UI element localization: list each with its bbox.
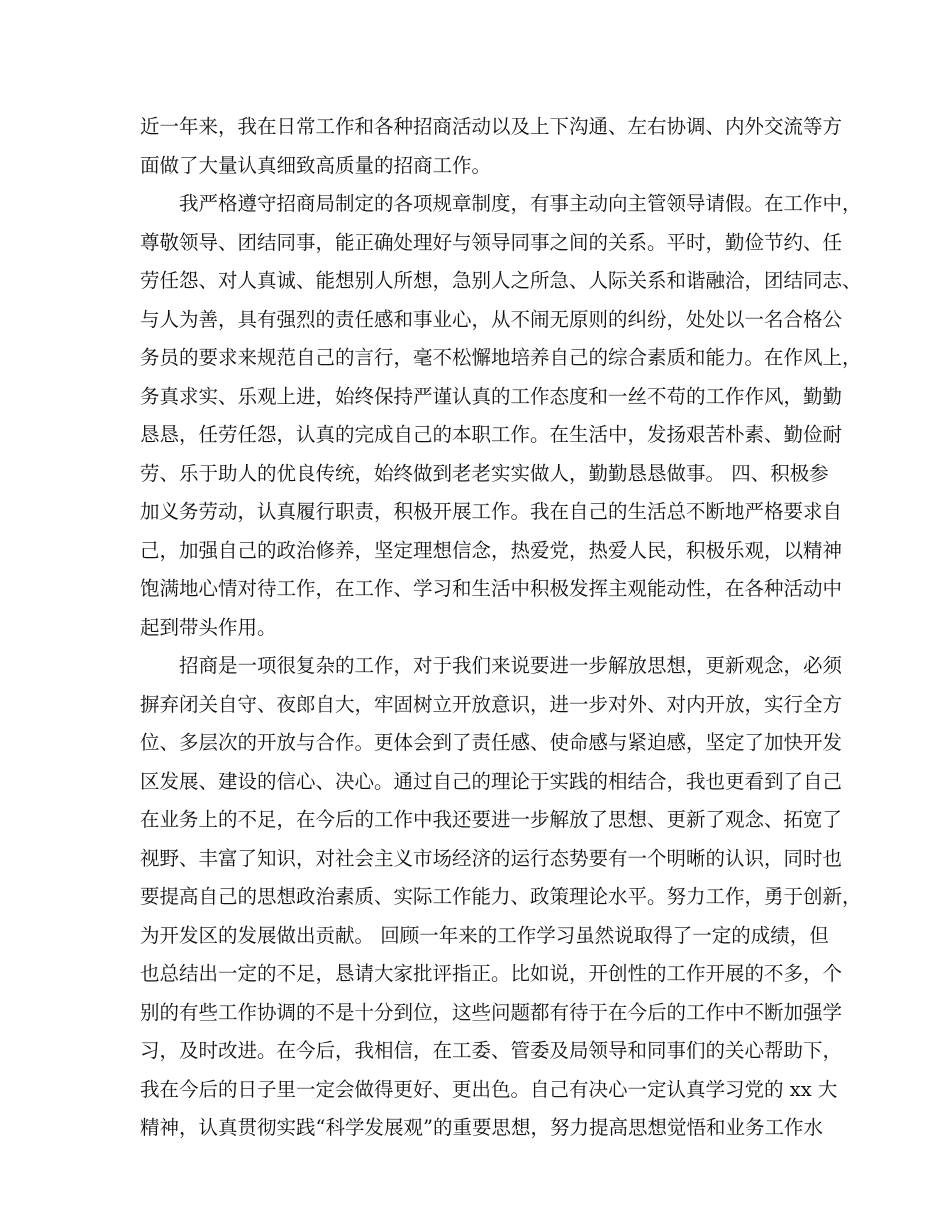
text-line: 在业务上的不足，在今后的工作中我还要进一步解放了思想、更新了观念、拓宽了 (140, 808, 843, 831)
text-line: 位、多层次的开放与合作。更体会到了责任感、使命感与紧迫感，坚定了加快开发 (140, 731, 843, 754)
text-line: 尊敬领导、团结同事，能正确处理好与领导同事之间的关系。平时，勤俭节约、任 (140, 230, 843, 254)
text-line: 加义务劳动，认真履行职责，积极开展工作。我在自己的生活总不断地严格要求自 (140, 500, 843, 523)
text-line: 务真求实、乐观上进，始终保持严谨认真的工作态度和一丝不苟的工作作风，勤勤 (140, 384, 843, 408)
text-line: 近一年来，我在日常工作和各种招商活动以及上下沟通、左右协调、内外交流等方 (140, 115, 843, 138)
text-line: 为开发区的发展做出贡献。 回顾一年来的工作学习虽然说取得了一定的成绩，但 (140, 923, 829, 947)
document-body (140, 108, 862, 1148)
text-line: 区发展、建设的信心、决心。通过自己的理论于实践的相结合，我也更看到了自己 (140, 769, 843, 793)
text-line: 恳恳，任劳任怨，认真的完成自己的本职工作。在生活中，发扬艰苦朴素、勤俭耐 (140, 423, 843, 446)
text-line: 视野、丰富了知识，对社会主义市场经济的运行态势要有一个明晰的认识，同时也 (140, 846, 843, 870)
text-line: 起到带头作用。 (140, 615, 277, 639)
text-line: 劳任怨、对人真诚、能想别人所想，急别人之所急、人际关系和谐融洽，团结同志、 (140, 269, 862, 292)
text-line: 也总结出一定的不足，恳请大家批评指正。比如说，开创性的工作开展的不多，个 (140, 962, 843, 985)
text-line: 面做了大量认真细致高质量的招商工作。 (140, 153, 492, 177)
text-line: 习，及时改进。在今后，我相信，在工委、管委及局领导和同事们的关心帮助下， (140, 1039, 843, 1062)
text-line: 精神，认真贯彻实践“科学发展观”的重要思想，努力提高思想觉悟和业务工作水 (140, 1116, 823, 1139)
text-line: 劳、乐于助人的优良传统，始终做到老老实实做人，勤勤恳恳做事。 四、积极参 (140, 461, 829, 485)
text-line: 别的有些工作协调的不是十分到位，这些问题都有待于在今后的工作中不断加强学 (140, 1000, 843, 1024)
text-line: 我在今后的日子里一定会做得更好、更出色。自己有决心一定认真学习党的 xx 大 (140, 1077, 838, 1101)
text-line: 与人为善，具有强烈的责任感和事业心，从不闹无原则的纠纷，处处以一名合格公 (140, 307, 843, 331)
text-line: 要提高自己的思想政治素质、实际工作能力、政策理论水平。努力工作，勇于创新， (140, 885, 862, 908)
text-line: 务员的要求来规范自己的言行，毫不松懈地培养自己的综合素质和能力。在作风上， (140, 346, 862, 369)
text-line: 我严格遵守招商局制定的各项规章制度，有事主动向主管领导请假。在工作中， (140, 192, 862, 215)
text-line: 饱满地心情对待工作，在工作、学习和生活中积极发挥主观能动性，在各种活动中 (140, 577, 843, 600)
text-line: 己，加强自己的政治修养，坚定理想信念，热爱党，热爱人民，积极乐观，以精神 (140, 538, 843, 562)
text-line: 招商是一项很复杂的工作，对于我们来说要进一步解放思想，更新观念，必须 (140, 654, 843, 677)
text-line: 摒弃闭关自守、夜郎自大，牢固树立开放意识，进一步对外、对内开放，实行全方 (140, 692, 843, 716)
